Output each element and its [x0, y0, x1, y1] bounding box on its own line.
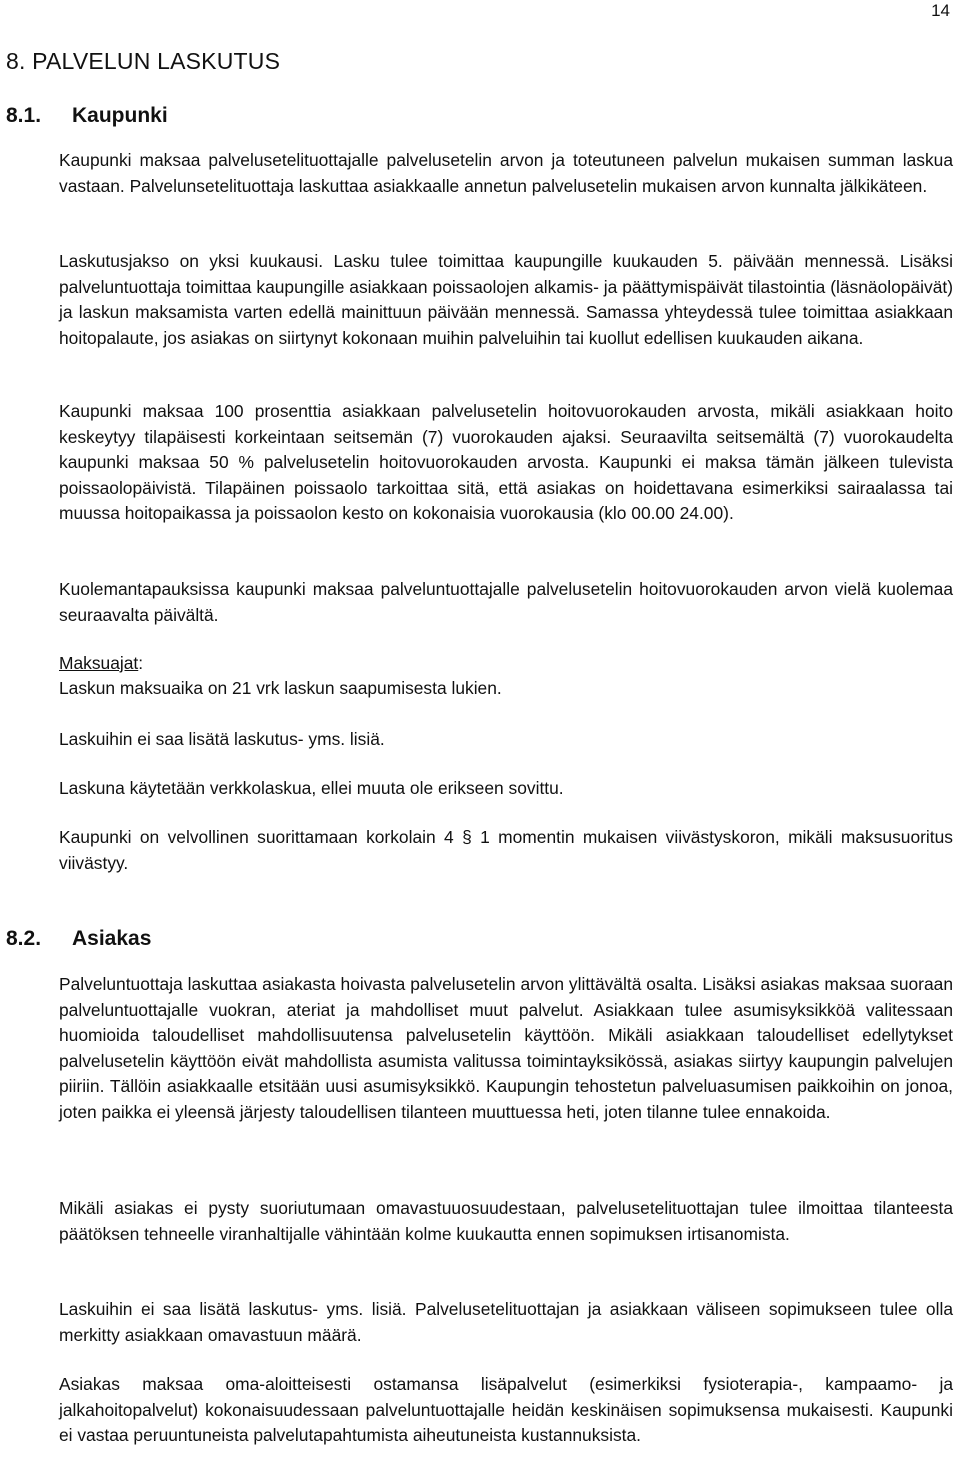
paragraph-billing-period: Laskutusjakso on yksi kuukausi. Lasku tulee toimittaa kaupungille kuukauden 5. päivään mennessä. Lisäksi palveluntuottaja toimittaa kaupungille asiakkaan poissaolojen alkamis- ja päättymispäivät tilastointia (läsnäolopäivät) ja laskun maksamista varten edellä mainittuun päivään mennessä. Samassa yhteydessä tulee toimittaa asiakkaan hoitopalaute, jos asiakas on siirtynyt kokonaan muihin palveluihin tai kuollut edellisen kuukauden aikana. [59, 251, 953, 348]
paragraph-death-payment: Kuolemantapauksissa kaupunki maksaa palveluntuottajalle palvelusetelin hoitovuorokauden arvon vielä kuolemaa seuraavalta päivältä. [59, 579, 953, 625]
paragraph-additional-services: Asiakas maksaa oma-aloitteisesti ostamansa lisäpalvelut (esimerkiksi fysioterapia-, kampaamo- ja jalkahoitopalvelut) kokonaisuudessaan palveluntuottajalle heidän keskinäisen sopimuksensa mukaisesti. Kaupunki ei vastaa peruuntuneista palvelutapahtumista aiheutuneista kustannuksista. [59, 1374, 953, 1446]
subsection-number: 8.2. [6, 927, 42, 950]
section-heading: 8. PALVELUN LASKUTUS [6, 48, 281, 74]
page-number: 14 [931, 1, 950, 20]
payment-terms-label: Maksuajat [59, 653, 139, 673]
paragraph-absence-payment: Kaupunki maksaa 100 prosenttia asiakkaan palvelusetelin hoitovuorokauden arvosta, mikäli asiakkaan hoito keskeytyy tilapäisesti korkeintaan seitsemän (7) vuorokauden ajaksi. Seuraavilta seitsemältä (7) vuorokaudelta kaupunki maksaa 50 % palvelusetelin hoitovuorokauden arvosta. Kaupunki ei maksa tämän jälkeen tulevista poissaolopäivistä. Tilapäinen poissaolo tarkoittaa sitä, että asiakas on hoidettavana esimerkiksi sairaalassa tai muussa hoitopaikassa ja poissaolon kesto on kokonaisia vuorokausia (klo 00.00 24.00). [59, 401, 953, 524]
subsection-heading-kaupunki [6, 103, 168, 129]
subsection-title: Kaupunki [72, 104, 168, 127]
subsection-heading-asiakas [6, 926, 151, 952]
paragraph-payment-time: Laskun maksuaika on 21 vrk laskun saapumisesta lukien. [59, 678, 502, 698]
paragraph-client-billing: Palveluntuottaja laskuttaa asiakasta hoivasta palvelusetelin arvon ylittävältä osalta. Lisäksi asiakas maksaa suoraan palveluntuottajalle vuokran, ateriat ja mahdolliset muut palvelut. Asiakkaan tulee asumisyksikköä valitessaan huomioida taloudelliset mahdollisuutensa palvelusetelin käyttöön. Mikäli asiakkaan taloudelliset edellytykset palvelusetelin käyttöön eivät mahdollista asumista valitussa toimintayksikössä, asiakas siirtyy kaupungin palvelujen piiriin. Tällöin asiakkaalle etsitään uusi asumisyksikkö. Kaupungin tehostetun palveluasumisen paikkoihin on jonoa, joten paikka ei yleensä järjesty taloudellisen tilanteen muuttuessa heti, joten tilanne tulee ennakoida. [59, 974, 953, 1122]
paragraph-client-no-extra-fees: Laskuihin ei saa lisätä laskutus- yms. lisiä. Palvelusetelituottajan ja asiakkaan väliseen sopimukseen tulee olla merkitty asiakkaan omavastuun määrä. [59, 1299, 953, 1345]
paragraph-late-interest: Kaupunki on velvollinen suorittamaan korkolain 4 § 1 momentin mukaisen viivästyskoron, mikäli maksusuoritus viivästyy. [59, 827, 953, 873]
payment-terms-heading [59, 651, 953, 677]
paragraph-client-unable-to-pay: Mikäli asiakas ei pysty suoriutumaan omavastuuosuudestaan, palvelusetelituottajan tulee ilmoittaa tilanteesta päätöksen tehneelle viranhaltijalle vähintään kolme kuukautta ennen sopimuksen irtisanomista. [59, 1198, 953, 1244]
payment-terms-colon: : [138, 653, 144, 673]
subsection-number: 8.1. [6, 104, 42, 127]
paragraph-e-invoice: Laskuna käytetään verkkolaskua, ellei muuta ole erikseen sovittu. [59, 778, 564, 798]
subsection-title: Asiakas [72, 927, 152, 950]
paragraph-city-pays: Kaupunki maksaa palvelusetelituottajalle palvelusetelin arvon ja toteutuneen palvelun mukaisen summan laskua vastaan. Palvelunsetelituottaja laskuttaa asiakkaalle annetun palvelusetelin mukaisen arvon kunnalta jälkikäteen. [59, 150, 953, 196]
paragraph-no-extra-fees: Laskuihin ei saa lisätä laskutus- yms. lisiä. [59, 729, 385, 749]
